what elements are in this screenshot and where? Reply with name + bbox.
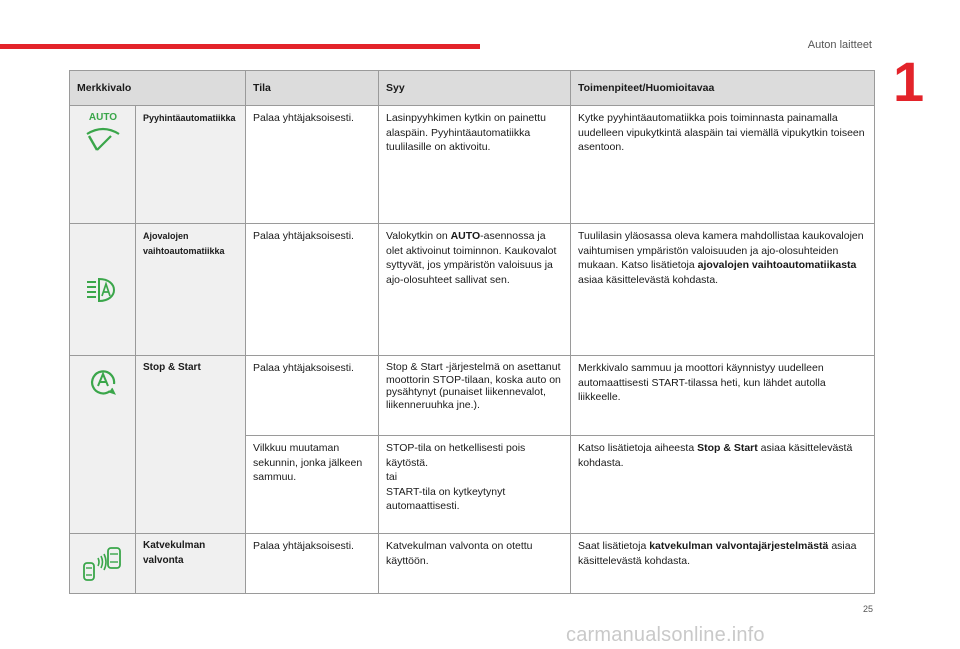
indicator-name: Stop & Start xyxy=(136,356,246,534)
accent-bar xyxy=(0,44,480,49)
toimenpiteet-cell: Merkkivalo sammuu ja moottori käynnistyy uudelleen automaattisesti START-tilassa heti, kun lähdet autolla liikkeelle. xyxy=(571,356,875,436)
wiper-auto-icon-text: AUTO xyxy=(88,112,117,123)
toimenpiteet-cell: Katso lisätietoja aiheesta Stop & Start asiaa käsittelevästä kohdasta. xyxy=(571,436,875,534)
table-row xyxy=(70,224,875,356)
table-row xyxy=(70,356,875,436)
stop-start-icon xyxy=(70,356,136,534)
toimenpiteet-cell: Tuulilasin yläosassa oleva kamera mahdollistaa kaukovalojen vaihtumisen ympäristön valoisuuden ja ajo-olosuhteiden mukaan. Katso lisätietoja ajovalojen vaihtoautomatiikasta asiaa käsittelevästä kohdasta. xyxy=(571,224,875,356)
tila-cell: Palaa yhtäjaksoisesti. xyxy=(246,356,379,436)
syy-cell: STOP-tila on hetkellisesti pois käytöstä. tai START-tila on kytkeytynyt automaattisesti. xyxy=(379,436,571,534)
toimenpiteet-cell: Kytke pyyhintäautomatiikka pois toiminnasta painamalla uudelleen vipukytkintä alaspäin tai viemällä vipukytkin toiseen asentoon. xyxy=(571,106,875,224)
syy-cell: Valokytkin on AUTO-asennossa ja olet aktivoinut toiminnon. Kaukovalot syttyvät, jos ympäristön valoisuus ja ajo-olosuhteet sallivat sen. xyxy=(379,224,571,356)
tila-cell: Palaa yhtäjaksoisesti. xyxy=(246,534,379,594)
syy-cell: Katvekulman valvonta on otettu käyttöön. xyxy=(379,534,571,594)
tila-cell: Palaa yhtäjaksoisesti. xyxy=(246,106,379,224)
auto-high-beam-icon xyxy=(70,224,136,356)
col-header-tila: Tila xyxy=(246,71,379,106)
indicator-name: Pyyhintäautomatiikka xyxy=(136,106,246,224)
blind-spot-icon xyxy=(70,534,136,594)
syy-cell: Lasinpyyhkimen kytkin on painettu alaspäin. Pyyhintäautomatiikka tuulilasille on aktivoitu. xyxy=(379,106,571,224)
syy-cell: Stop & Start -järjestelmä on asettanut moottorin STOP-tilaan, koska auto on pysähtynyt (punaiset liikennevalot, liikenneruuhka jne.). xyxy=(379,356,571,436)
tila-cell: Palaa yhtäjaksoisesti. xyxy=(246,224,379,356)
table-row xyxy=(70,534,875,594)
wiper-auto-icon xyxy=(70,106,136,224)
col-header-toimenpiteet: Toimenpiteet/Huomioitavaa xyxy=(571,71,875,106)
chapter-number: 1 xyxy=(893,50,925,113)
table-header-row xyxy=(70,71,875,106)
watermark: carmanualsonline.info xyxy=(566,624,765,646)
col-header-syy: Syy xyxy=(379,71,571,106)
section-title: Auton laitteet xyxy=(807,39,872,51)
toimenpiteet-cell: Saat lisätietoja katvekulman valvontajärjestelmästä asiaa käsittelevästä kohdasta. xyxy=(571,534,875,594)
table-row xyxy=(70,106,875,224)
indicator-table xyxy=(69,70,875,594)
col-header-merkkivalo: Merkkivalo xyxy=(70,71,246,106)
indicator-name: Ajovalojen vaihtoautomatiikka xyxy=(136,224,246,356)
indicator-name: Katvekulman valvonta xyxy=(136,534,246,594)
tila-cell: Vilkkuu muutaman sekunnin, jonka jälkeen sammuu. xyxy=(246,436,379,534)
page-number: 25 xyxy=(862,604,873,614)
